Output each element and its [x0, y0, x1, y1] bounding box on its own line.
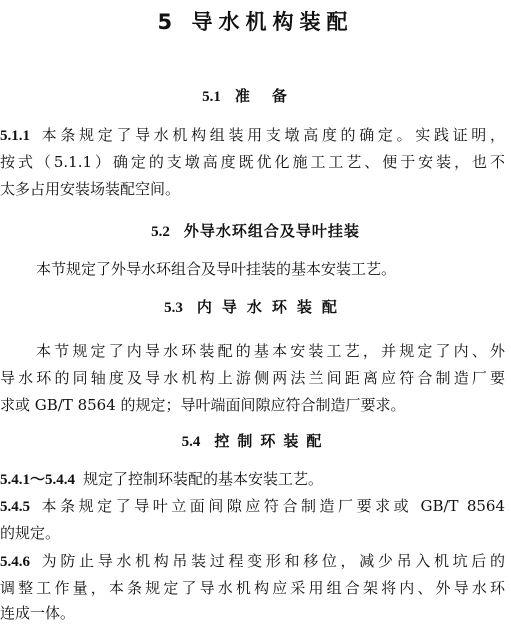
- section-number: 5.4: [181, 434, 201, 450]
- line-text: 连成一体。: [0, 604, 76, 622]
- paragraph-line: [0, 496, 505, 517]
- paragraph-line: [0, 395, 511, 415]
- clause-number: 5.4.1～5.4.4: [0, 472, 76, 488]
- line-text: 为防止导水机构吊装过程变形和移位，减少吊入机坑后的: [38, 552, 505, 570]
- line-text: 的规定。: [0, 524, 61, 542]
- line-text: 本节规定了内导水环装配的基本安装工艺，并规定了内、外: [36, 342, 505, 360]
- section-title: 控制环装配: [214, 432, 330, 450]
- section-number: 5.3: [164, 300, 183, 316]
- clause-number: 5.4.6: [0, 554, 30, 570]
- section-heading-5-1: [0, 85, 511, 106]
- paragraph-line: [0, 179, 511, 199]
- clause-number: 5.1.1: [0, 128, 30, 144]
- line-text: 导水环的同轴度及导水机构上游侧两法兰间距离应符合制造厂要: [0, 369, 505, 387]
- line-text: 本节规定了外导水环组合及导叶挂装的基本安装工艺。: [36, 260, 397, 278]
- clause-number: 5.4.5: [0, 499, 30, 515]
- line-text: 本条规定了导水机构组装用支墩高度的确定。实践证明，: [38, 126, 505, 144]
- line-text: 太多占用安装场装配空间。: [0, 180, 181, 198]
- paragraph-line: [0, 152, 505, 172]
- line-text: 规定了控制环装配的基本安装工艺。: [83, 470, 324, 488]
- section-title: 内导水环装配: [196, 298, 347, 316]
- line-text: 本条规定了导叶立面间隙应符合制造厂要求或 GB/T 8564: [38, 497, 505, 515]
- paragraph-line: [36, 259, 511, 279]
- paragraph-line: [0, 523, 511, 543]
- paragraph-line: [0, 368, 505, 388]
- chapter-title-text: 导水机构装配: [191, 10, 354, 34]
- paragraph-line: [0, 125, 505, 146]
- section-heading-5-3: [0, 296, 511, 317]
- chapter-number: 5: [157, 10, 179, 34]
- section-number: 5.1: [202, 89, 221, 105]
- section-title: 准备: [234, 87, 309, 105]
- paragraph-line: [0, 603, 511, 623]
- section-heading-5-4: [0, 430, 511, 451]
- chapter-title: [0, 6, 511, 36]
- paragraph-line: [0, 469, 511, 490]
- line-text: 调整工作量，本条规定了导水机构应采用组合架将内、外导水环: [0, 579, 505, 597]
- section-heading-5-2: [0, 220, 511, 241]
- line-text: 求或 GB/T 8564 的规定；导叶端面间隙应符合制造厂要求。: [0, 396, 406, 414]
- line-text: 按式（5.1.1）确定的支墩高度既优化施工工艺、便于安装，也不: [0, 153, 505, 171]
- paragraph-line: [36, 341, 505, 361]
- section-title: 外导水环组合及导叶挂装: [183, 222, 360, 240]
- section-number: 5.2: [151, 224, 170, 240]
- paragraph-line: [0, 551, 505, 572]
- paragraph-line: [0, 578, 505, 598]
